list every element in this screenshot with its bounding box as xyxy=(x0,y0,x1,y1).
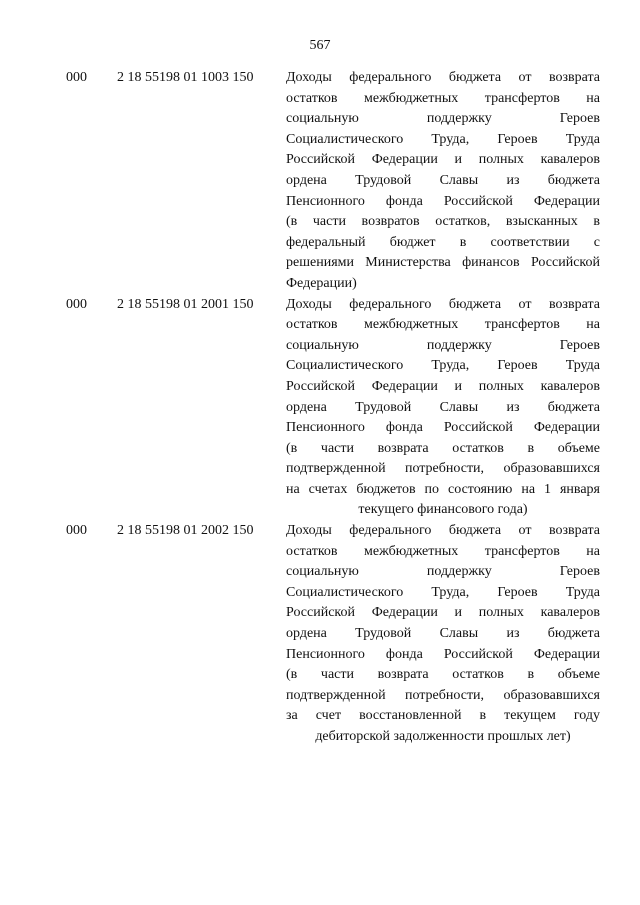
description-line: текущего финансового года) xyxy=(358,502,528,518)
budget-classification-code: 2 18 55198 01 1003 150 xyxy=(117,70,254,85)
description-line: ордена Трудовой Славы из бюджета xyxy=(286,172,600,188)
description-line: Социалистического Труда, Героев Труда xyxy=(286,584,600,600)
description-line: за счет восстановленной в текущем году xyxy=(286,708,600,724)
description-line: подтвержденной потребности, образовавшихся xyxy=(286,461,600,477)
income-description xyxy=(286,68,600,295)
description-line: Пенсионного фонда Российской Федерации xyxy=(286,420,600,436)
description-line: (в части возврата остатков в объеме xyxy=(286,667,600,683)
description-line: Доходы федерального бюджета от возврата xyxy=(286,70,600,85)
admin-code: 000 xyxy=(66,70,87,85)
page-number: 567 xyxy=(309,38,331,53)
description-line: федеральный бюджет в соответствии с xyxy=(286,234,600,250)
description-line: Российской Федерации и полных кавалеров xyxy=(286,152,600,168)
description-line: Социалистического Труда, Героев Труда xyxy=(286,131,600,147)
description-line: Доходы федерального бюджета от возврата xyxy=(286,296,600,312)
description-line: социальную поддержку Героев xyxy=(286,337,600,353)
admin-code: 000 xyxy=(66,296,87,312)
description-line: на счетах бюджетов по состоянию на 1 января xyxy=(286,481,600,497)
budget-classification-code: 2 18 55198 01 2001 150 xyxy=(117,296,254,312)
table-row xyxy=(0,521,640,748)
description-line: остатков межбюджетных трансфертов на xyxy=(286,90,600,106)
admin-code: 000 xyxy=(66,523,87,539)
description-line: Доходы федерального бюджета от возврата xyxy=(286,523,600,539)
table-row xyxy=(0,68,640,295)
description-line: Пенсионного фонда Российской Федерации xyxy=(286,193,600,209)
description-line: остатков межбюджетных трансфертов на xyxy=(286,317,600,333)
description-line: Социалистического Труда, Героев Труда xyxy=(286,358,600,374)
description-line: дебиторской задолженности прошлых лет) xyxy=(315,729,571,744)
description-line: Пенсионного фонда Российской Федерации xyxy=(286,646,600,662)
description-line: (в части возвратов остатков, взысканных в xyxy=(286,214,600,230)
description-line: остатков межбюджетных трансфертов на xyxy=(286,543,600,559)
income-description xyxy=(286,295,600,522)
description-line: ордена Трудовой Славы из бюджета xyxy=(286,626,600,642)
budget-classification-code: 2 18 55198 01 2002 150 xyxy=(117,523,254,539)
table-row xyxy=(0,295,640,522)
description-line: Российской Федерации и полных кавалеров xyxy=(286,378,600,394)
description-line: ордена Трудовой Славы из бюджета xyxy=(286,399,600,415)
description-line: социальную поддержку Героев xyxy=(286,564,600,580)
description-line: (в части возврата остатков в объеме xyxy=(286,440,600,456)
income-description xyxy=(286,521,600,748)
description-line: решениями Министерства финансов Российской xyxy=(286,255,600,271)
description-line: подтвержденной потребности, образовавшихся xyxy=(286,687,600,703)
description-line: социальную поддержку Героев xyxy=(286,111,600,127)
description-line: Федерации) xyxy=(286,275,357,291)
budget-code-table xyxy=(0,68,640,748)
description-line: Российской Федерации и полных кавалеров xyxy=(286,605,600,621)
